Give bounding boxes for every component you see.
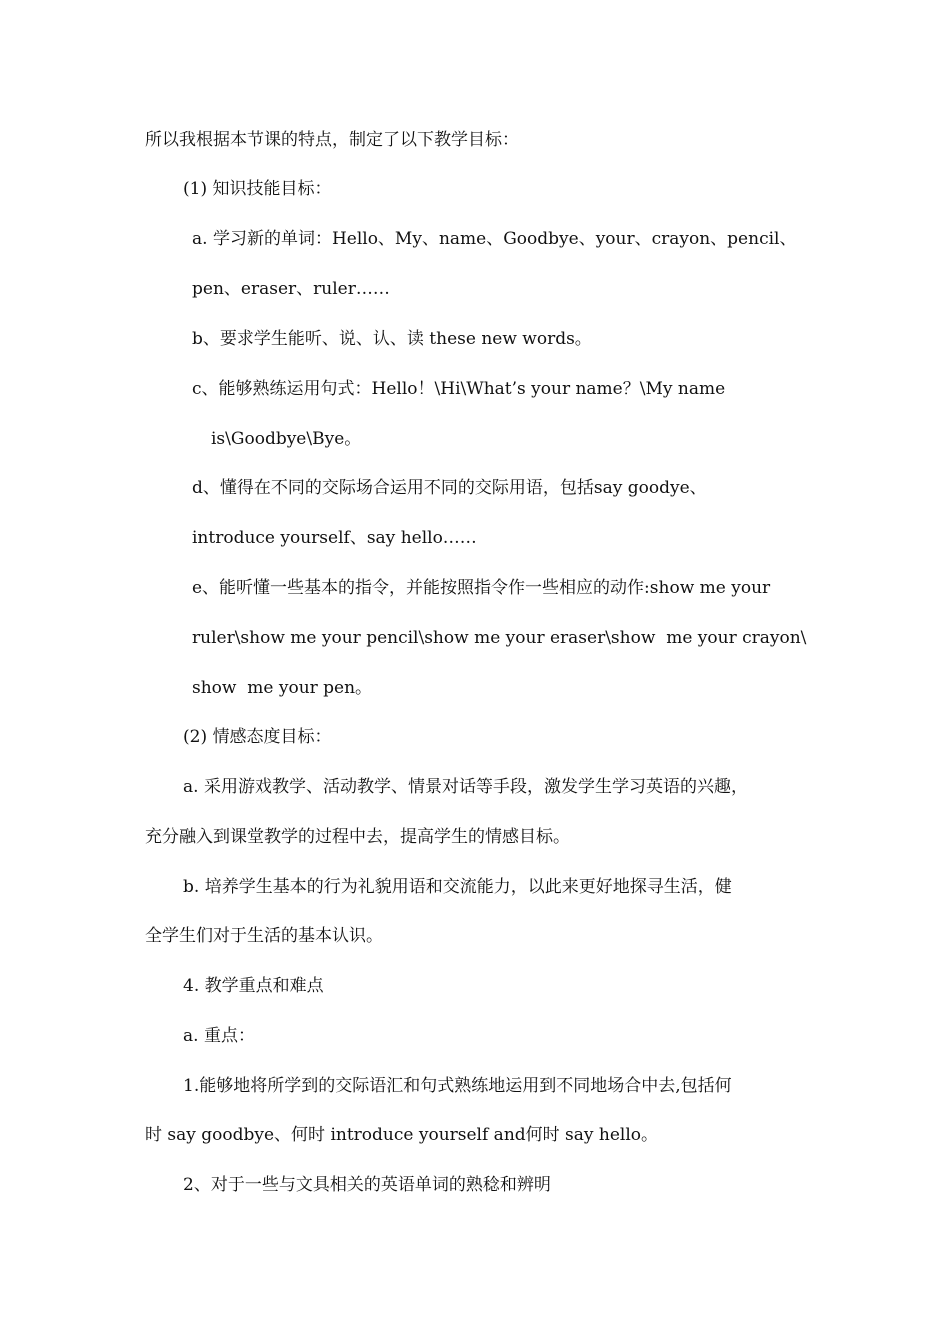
paragraph-line: 充分融入到课堂教学的过程中去，提高学生的情感目标。 (145, 827, 570, 847)
paragraph-line: b. 培养学生基本的行为礼貌用语和交流能力，以此来更好地探寻生活，健 (183, 877, 732, 897)
paragraph-line: 2、对于一些与文具相关的英语单词的熟稔和辨明 (183, 1175, 551, 1195)
paragraph-line: c、能够熟练运用句式：Hello！\Hi\What’s your name？\My name (192, 379, 726, 399)
section-heading: 4. 教学重点和难点 (183, 976, 324, 996)
paragraph-line: (1) 知识技能目标： (183, 179, 332, 199)
paragraph-line: 1.能够地将所学到的交际语汇和句式熟练地运用到不同地场合中去,包括何 (183, 1076, 732, 1096)
paragraph-line: 时 say goodbye、何时 introduce yourself and何时 say hello。 (145, 1125, 659, 1145)
paragraph-line: b、要求学生能听、说、认、读 these new words。 (192, 329, 592, 349)
paragraph-line: ruler\show me your pencil\show me your eraser\show me your crayon\ (192, 628, 807, 648)
paragraph-line: show me your pen。 (192, 678, 373, 698)
paragraph-line: d、懂得在不同的交际场合运用不同的交际用语，包括say goodye、 (192, 478, 707, 498)
paragraph-line: 全学生们对于生活的基本认识。 (145, 926, 383, 946)
paragraph-line: (2) 情感态度目标： (183, 727, 332, 747)
paragraph-line: a. 重点： (183, 1026, 255, 1046)
paragraph-line: e、能听懂一些基本的指令，并能按照指令作一些相应的动作:show me your (192, 578, 771, 598)
paragraph-line: a. 采用游戏教学、活动教学、情景对话等手段，激发学生学习英语的兴趣， (183, 777, 748, 797)
paragraph-line: is\Goodbye\Bye。 (211, 429, 362, 449)
paragraph-line: a. 学习新的单词：Hello、My、name、Goodbye、your、crayon、pencil、 (192, 229, 797, 249)
paragraph-line: introduce yourself、say hello…… (192, 528, 477, 548)
paragraph-line: 所以我根据本节课的特点，制定了以下教学目标： (145, 130, 519, 150)
paragraph-line: pen、eraser、ruler…… (192, 279, 390, 299)
